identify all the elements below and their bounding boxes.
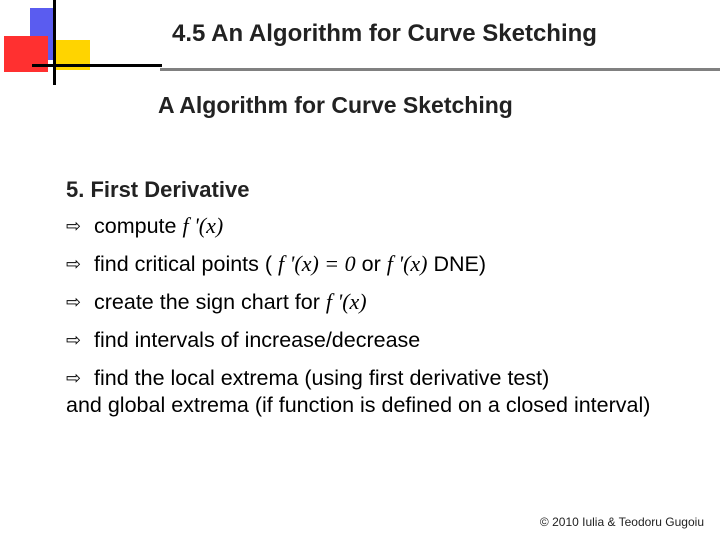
hollow-right-arrow-icon: ⇨	[66, 254, 82, 274]
horizontal-rule-short	[32, 64, 162, 67]
bullet-text: find critical points (	[94, 252, 273, 276]
math-expression-2: f '(x)	[386, 251, 428, 276]
section-heading: 5. First Derivative	[66, 177, 250, 202]
bullet-continuation: and global extrema (if function is defined on a closed interval)	[66, 393, 651, 417]
bullet-text-tail: DNE)	[433, 252, 487, 276]
bullet-sign-chart	[66, 283, 696, 321]
bullet-text: compute	[94, 214, 177, 238]
hollow-right-arrow-icon: ⇨	[66, 330, 82, 350]
bullet-critical-points	[66, 245, 696, 283]
hollow-right-arrow-icon: ⇨	[66, 368, 82, 388]
copyright-footer: © 2010 Iulia & Teodoru Gugoiu	[539, 515, 704, 529]
vertical-rule	[53, 0, 56, 85]
hollow-right-arrow-icon: ⇨	[66, 216, 82, 236]
slide-title: 4.5 An Algorithm for Curve Sketching	[172, 20, 597, 47]
hollow-right-arrow-icon: ⇨	[66, 292, 82, 312]
corner-decoration	[0, 0, 100, 90]
bullet-text-mid: or	[361, 252, 381, 276]
math-expression: f '(x)	[325, 289, 367, 314]
bullet-text: create the sign chart for	[94, 290, 320, 314]
bullet-compute	[66, 207, 696, 245]
math-expression: f '(x) = 0	[278, 251, 356, 276]
bullet-intervals	[66, 321, 696, 359]
title-underline	[160, 68, 720, 71]
math-expression: f '(x)	[182, 213, 224, 238]
bullet-text: find the local extrema (using first derivative test)	[94, 366, 550, 390]
slide-subtitle: A Algorithm for Curve Sketching	[158, 92, 513, 118]
bullet-text: find intervals of increase/decrease	[94, 328, 421, 352]
bullet-list	[66, 207, 696, 397]
